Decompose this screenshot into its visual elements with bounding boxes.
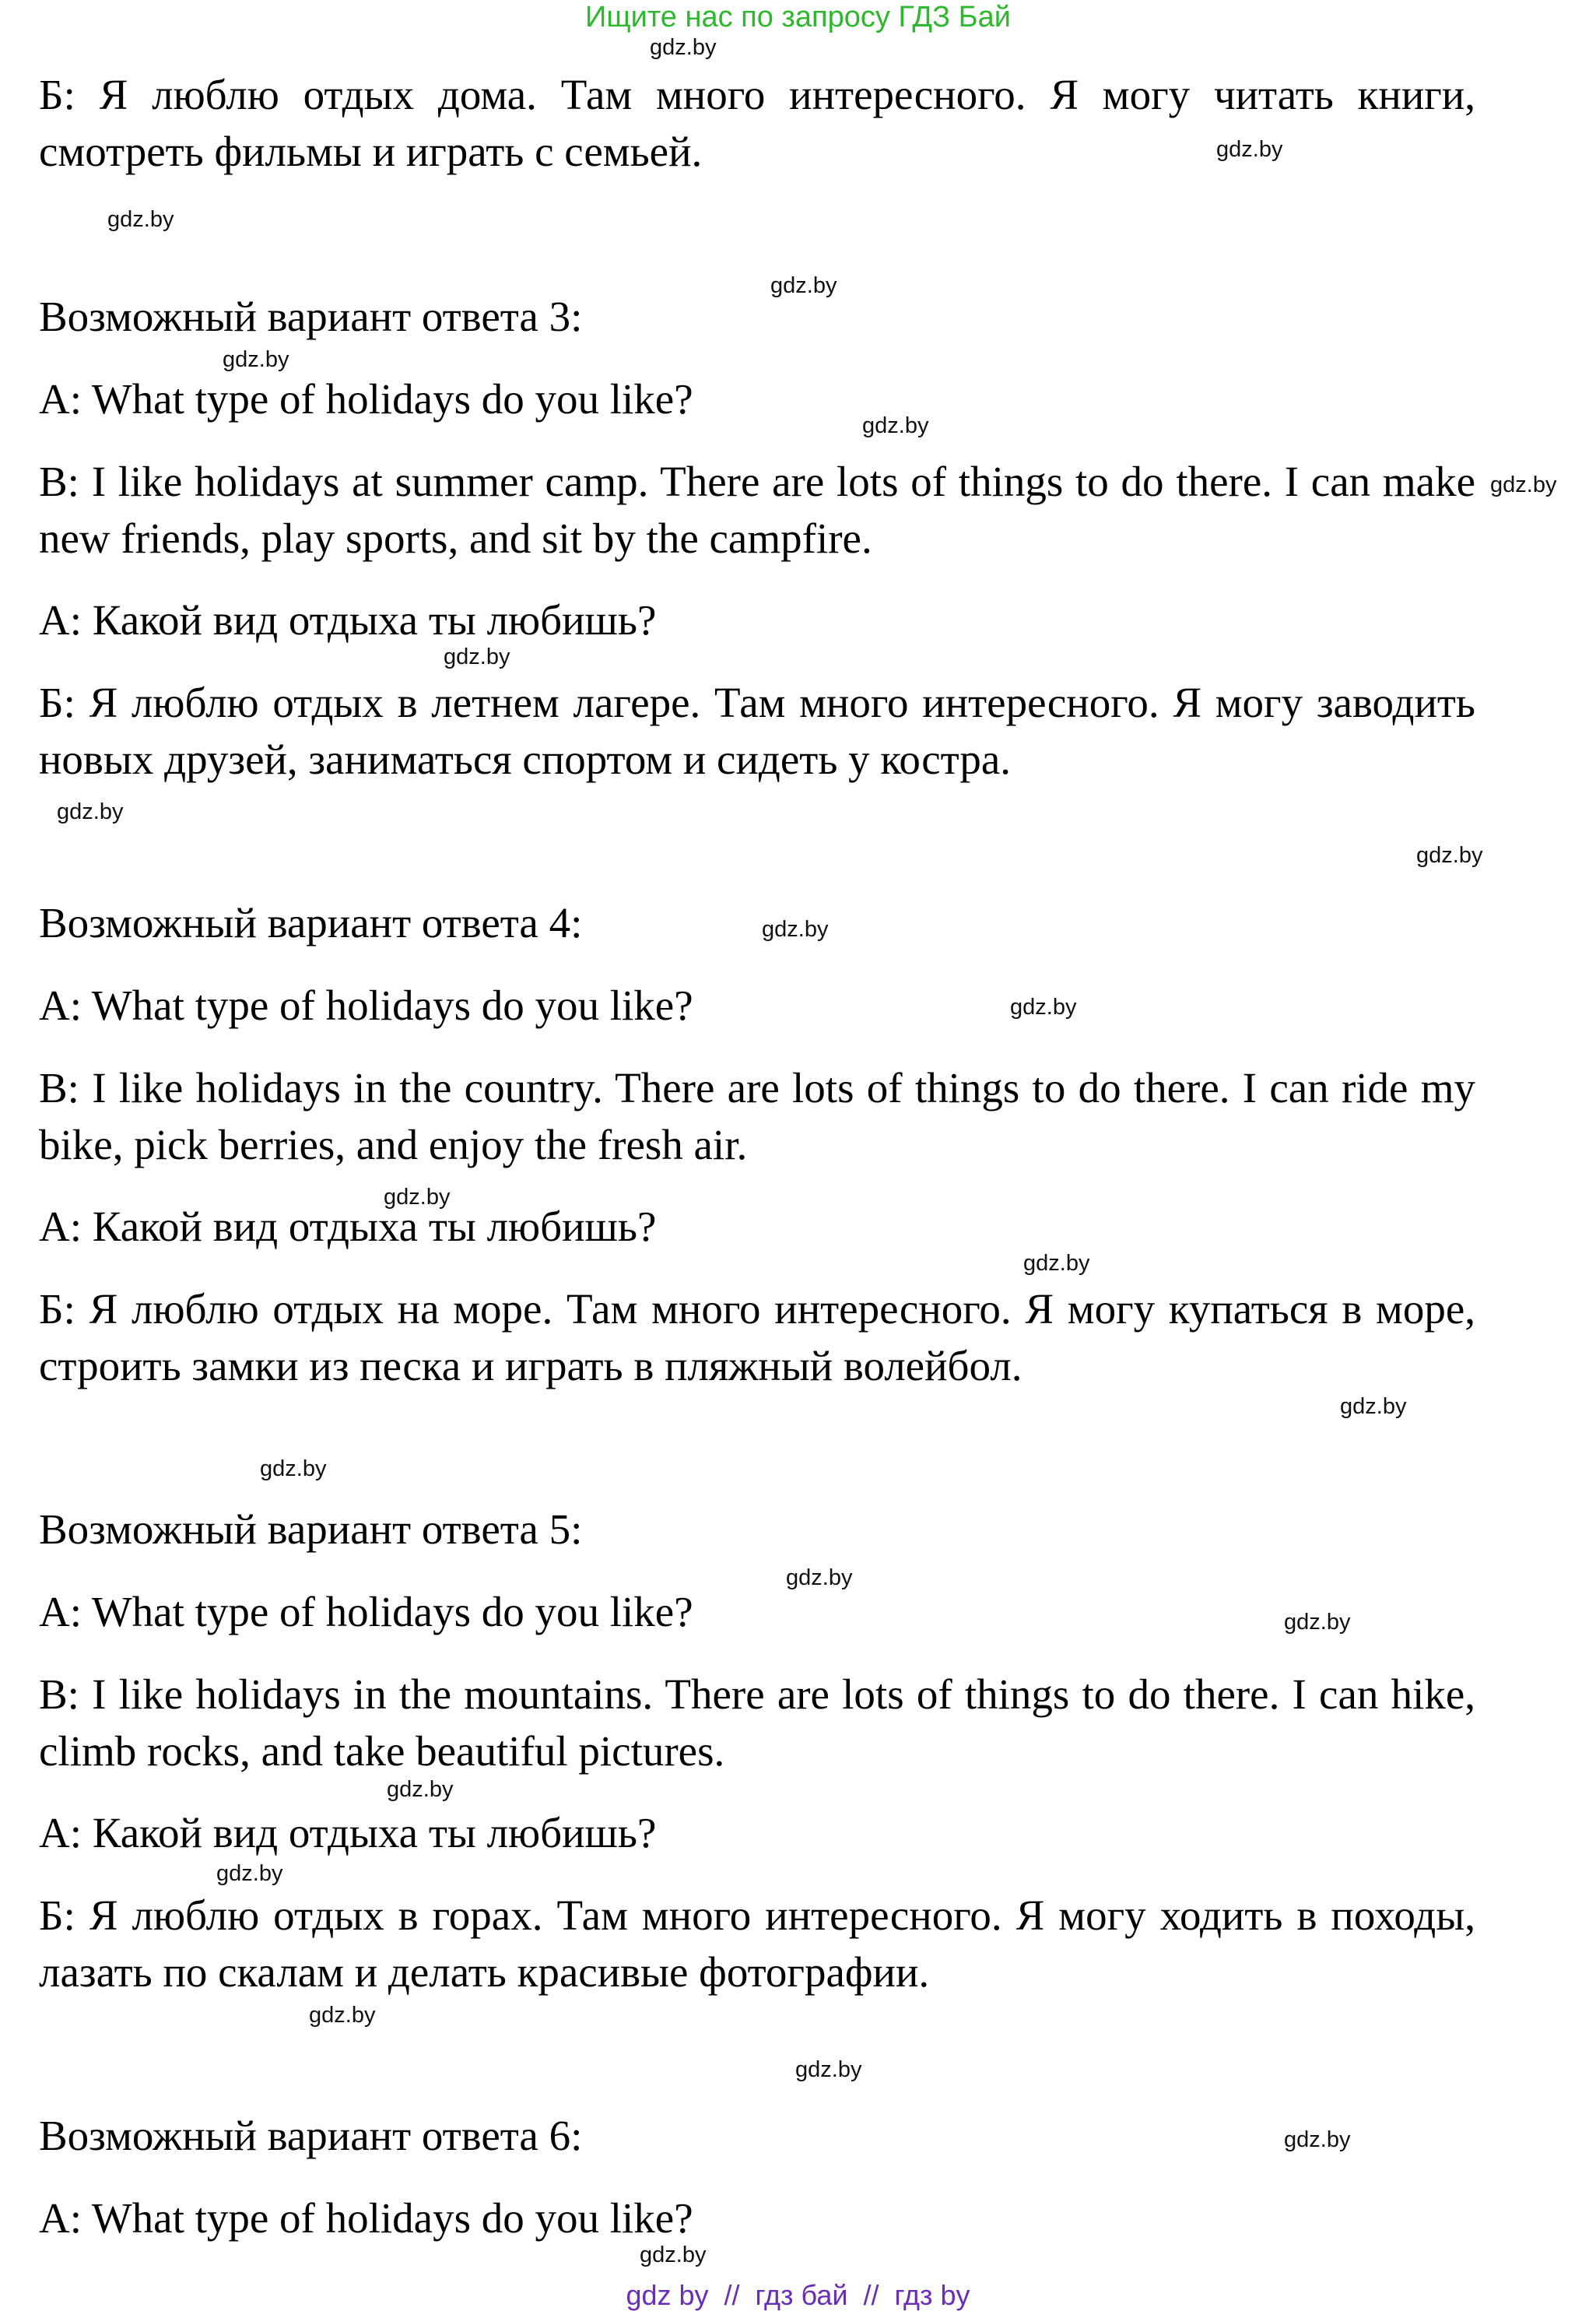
watermark: gdz.by [260,1456,327,1481]
question-a-en: A: What type of holidays do you like? [39,375,693,423]
watermark: gdz.by [770,273,837,298]
answer-b-en: B: I like holidays in the mountains. There are lots of things to do there. I can hike, climb rocks, and take beautiful pictures. [39,1670,1475,1775]
question-a-ru: А: Какой вид отдыха ты любишь? [39,596,657,644]
watermark: gdz.by [1284,1610,1351,1635]
watermark: gdz.by [387,1777,454,1802]
watermark: gdz.by [223,347,289,372]
question-a-en: A: What type of holidays do you like? [39,2194,693,2242]
variant-heading-6: Возможный вариант ответа 6: [39,2112,583,2159]
watermark: gdz.by [444,644,510,669]
question-a-en: A: What type of holidays do you like? [39,982,693,1029]
watermark: gdz.by [107,207,174,232]
watermark: gdz.by [640,2243,707,2267]
watermark: gdz.by [862,413,929,438]
watermark: gdz.by [57,799,124,824]
answer-b-en: B: I like holidays in the country. There are lots of things to do there. I can ride my bike, pick berries, and enjoy the fresh air. [39,1064,1475,1168]
watermark: gdz.by [1284,2127,1351,2152]
answer-b-ru: Б: Я люблю отдых в летнем лагере. Там много интересного. Я могу заводить новых друзей, заниматься спортом и сидеть у костра. [39,679,1475,783]
answer-paragraph-b-ru: Б: Я люблю отдых дома. Там много интересного. Я могу читать книги, смотреть фильмы и играть с семьей. [39,71,1475,175]
question-a-ru: А: Какой вид отдыха ты любишь? [39,1203,657,1250]
answer-b-en: B: I like holidays at summer camp. There are lots of things to do there. I can make new friends, play sports, and sit by the campfire. [39,458,1475,562]
answer-b-ru: Б: Я люблю отдых на море. Там много интересного. Я могу купаться в море, строить замки из песка и играть в пляжный волейбол. [39,1285,1475,1389]
variant-heading-4: Возможный вариант ответа 4: [39,899,583,947]
watermark: gdz.by [384,1185,451,1210]
watermark: gdz.by [1340,1394,1407,1419]
header-banner[interactable]: Ищите нас по запросу ГДЗ Бай [585,1,1011,33]
watermark: gdz.by [1023,1251,1090,1276]
watermark: gdz.by [309,2003,376,2028]
watermark: gdz.by [1216,137,1283,162]
variant-heading-5: Возможный вариант ответа 5: [39,1505,583,1553]
question-a-ru: А: Какой вид отдыха ты любишь? [39,1809,657,1856]
variant-heading-3: Возможный вариант ответа 3: [39,293,583,340]
question-a-en: A: What type of holidays do you like? [39,1588,693,1635]
answer-b-ru: Б: Я люблю отдых в горах. Там много интересного. Я могу ходить в походы, лазать по скалам и делать красивые фотографии. [39,1891,1475,1996]
watermark: gdz.by [1490,472,1557,497]
watermark: gdz.by [762,917,829,942]
watermark: gdz.by [786,1565,853,1590]
footer-links[interactable]: gdz by // гдз бай // гдз by [626,2279,970,2311]
watermark: gdz.by [650,35,717,60]
watermark: gdz.by [1010,995,1077,1020]
watermark: gdz.by [795,2057,862,2082]
watermark: gdz.by [1416,843,1483,868]
watermark: gdz.by [216,1861,283,1886]
